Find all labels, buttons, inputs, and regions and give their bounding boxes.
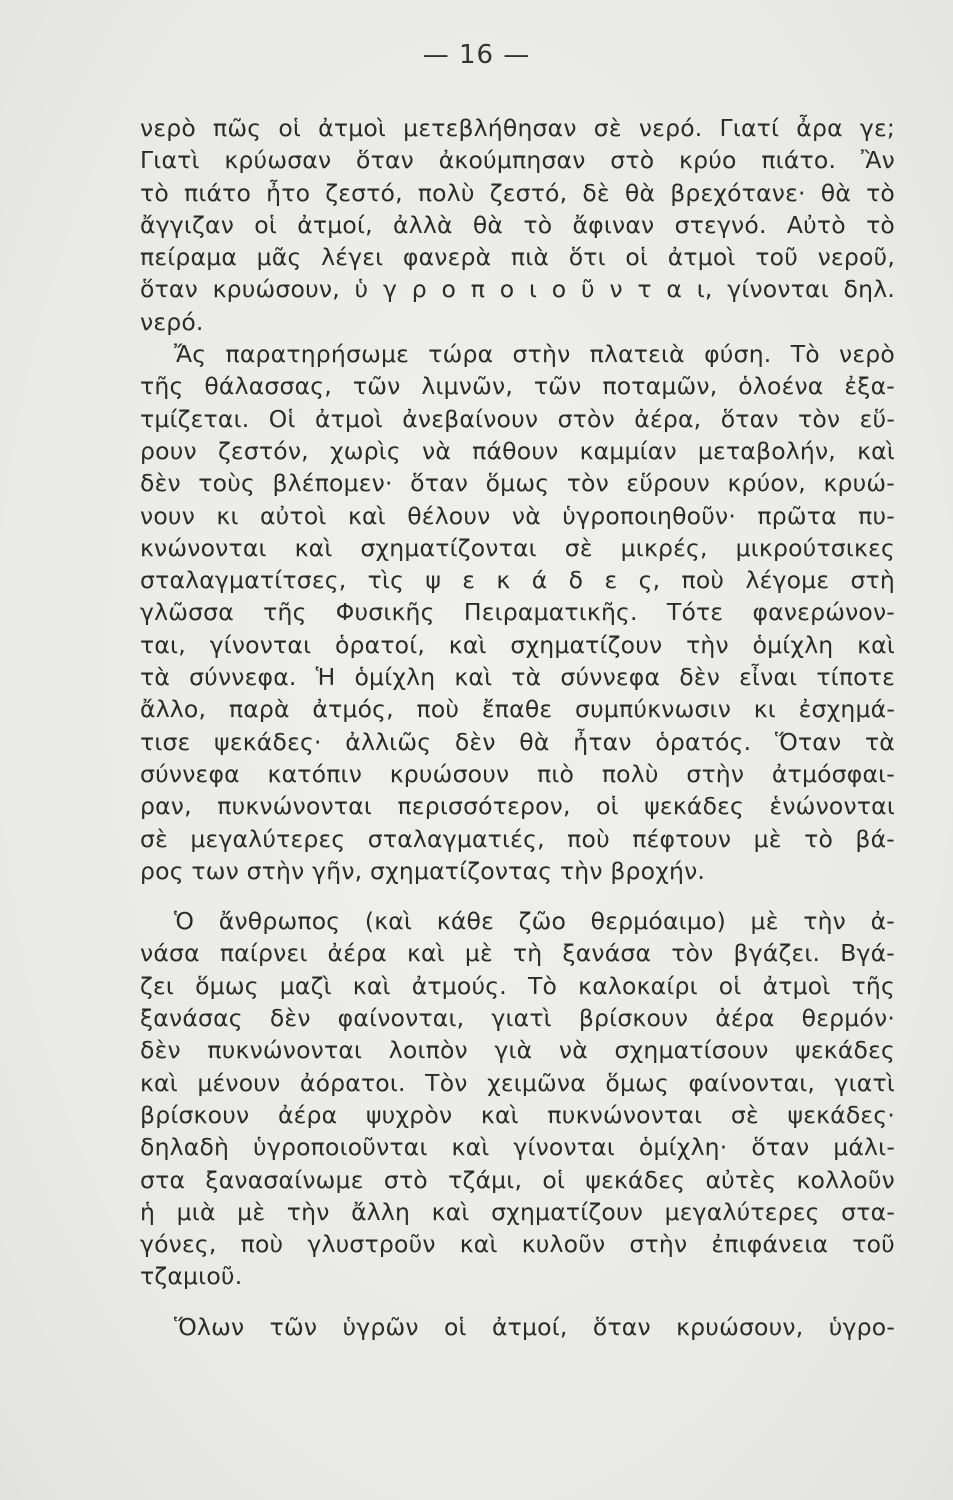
text-line: ρος των στὴν γῆν, σχηματίζοντας τὴν βροχήν. (140, 856, 706, 885)
text-line: ἄλλο, παρὰ ἀτμός, ποὺ ἔπαθε συμπύκνωσιν κι ἐσχημά- (140, 695, 895, 724)
text-line: τὸ πιάτο ἦτο ζεστό, πολὺ ζεστό, δὲ θὰ βρεχότανε· θὰ τὸ (140, 178, 895, 207)
text-line: νερὸ πῶς οἱ ἀτμοὶ μετεβλήθησαν σὲ νερό. Γιατί ἆρα γε; (140, 114, 895, 142)
text-line: βρίσκουν ἀέρα ψυχρὸν καὶ πυκνώνονται σὲ ψεκάδες· (140, 1100, 895, 1129)
text-line: νερό. (140, 307, 204, 336)
text-line: στα ξανασαίνωμε στὸ τζάμι, οἱ ψεκάδες αὐτὲς κολλοῦν (140, 1165, 895, 1194)
text-line: ται, γίνονται ὁρατοί, καὶ σχηματίζουν τὴν ὁμίχλη καὶ (140, 630, 895, 659)
paragraph (140, 338, 895, 887)
text-line: νουν κι αὐτοὶ καὶ θέλουν νὰ ὑγροποιηθοῦν· πρῶτα πυ- (140, 501, 895, 530)
paragraph (140, 112, 895, 338)
text-line: δὲν τοὺς βλέπομεν· ὅταν ὅμως τὸν εὕρουν κρύον, κρυώ- (140, 469, 895, 498)
text-line: δὲν πυκνώνονται λοιπὸν γιὰ νὰ σχηματίσουν ψεκάδες (140, 1036, 895, 1065)
text-line: νάσα παίρνει ἀέρα καὶ μὲ τὴ ξανάσα τὸν βγάζει. Βγά- (140, 939, 895, 968)
text-line: τῆς θάλασσας, τῶν λιμνῶν, τῶν ποταμῶν, ὁλοένα ἐξα- (140, 372, 895, 401)
text-line: γόνες, ποὺ γλυστροῦν καὶ κυλοῦν στὴν ἐπιφάνεια τοῦ (140, 1230, 895, 1259)
text-line: Ὅλων τῶν ὑγρῶν οἱ ἀτμοί, ὅταν κρυώσουν, ὑγρο- (174, 1312, 895, 1341)
text-line: τμίζεται. Οἱ ἀτμοὶ ἀνεβαίνουν στὸν ἀέρα, ὅταν τὸν εὕ- (140, 404, 895, 433)
text-line: ἄγγιζαν οἱ ἀτμοί, ἀλλὰ θὰ τὸ ἄφιναν στεγνό. Αὐτὸ τὸ (140, 210, 895, 239)
text-line: δηλαδὴ ὑγροποιοῦνται καὶ γίνονται ὁμίχλη· ὅταν μάλι- (140, 1133, 895, 1162)
text-line: σύννεφα κατόπιν κρυώσουν πιὸ πολὺ στὴν ἀτμόσφαι- (140, 759, 895, 788)
text-line: τὰ σύννεφα. Ἡ ὁμίχλη καὶ τὰ σύννεφα δὲν εἶναι τίποτε (140, 663, 895, 692)
text-line: σταλαγματίτσες, τὶς ψ ε κ ά δ ε ς, ποὺ λέγομε στὴ (140, 566, 895, 595)
text-line: ραν, πυκνώνονται περισσότερον, οἱ ψεκάδες ἑνώνονται (140, 792, 895, 821)
paragraph-gap (140, 1293, 895, 1311)
page-number: — 16 — (422, 40, 531, 70)
text-line: ἡ μιὰ μὲ τὴν ἄλλη καὶ σχηματίζουν μεγαλύτερες στα- (140, 1197, 895, 1226)
text-line: ρουν ζεστόν, χωρὶς νὰ πάθουν καμμίαν μεταβολήν, καὶ (140, 436, 895, 465)
text-line: σὲ μεγαλύτερες σταλαγματιές, ποὺ πέφτουν μὲ τὸ βά- (140, 824, 895, 853)
text-line: ὅταν κρυώσουν, ὑ γ ρ ο π ο ι ο ῦ ν τ α ι, γίνονται δηλ. (140, 275, 895, 304)
text-line: πείραμα μᾶς λέγει φανερὰ πιὰ ὅτι οἱ ἀτμοὶ τοῦ νεροῦ, (140, 243, 895, 272)
text-line: τισε ψεκάδες· ἀλλιῶς δὲν θὰ ἦταν ὁρατός. Ὅταν τὰ (140, 727, 895, 756)
text-line: Γιατὶ κρύωσαν ὅταν ἀκούμπησαν στὸ κρύο πιάτο. Ἂν (140, 146, 895, 175)
text-line: Ἄς παρατηρήσωμε τώρα στὴν πλατειὰ φύση. Τὸ νερὸ (174, 340, 895, 369)
paragraph (140, 1311, 895, 1343)
text-line: Ὁ ἄνθρωπος (καὶ κάθε ζῶο θερμόαιμο) μὲ τὴν ἀ- (174, 907, 895, 936)
body-text (140, 112, 895, 1343)
text-line: γλῶσσα τῆς Φυσικῆς Πειραματικῆς. Τότε φανερώνον- (140, 598, 895, 627)
text-line: τζαμιοῦ. (140, 1262, 243, 1291)
paragraph (140, 905, 895, 1293)
text-line: καὶ μένουν ἀόρατοι. Τὸν χειμῶνα ὅμως φαίνονται, γιατὶ (140, 1068, 895, 1097)
text-line: ζει ὅμως μαζὶ καὶ ἀτμούς. Τὸ καλοκαίρι οἱ ἀτμοὶ τῆς (140, 971, 895, 1000)
text-line: κνώνονται καὶ σχηματίζονται σὲ μικρές, μικρούτσικες (140, 533, 895, 562)
paragraph-gap (140, 887, 895, 905)
text-line: ξανάσας δὲν φαίνονται, γιατὶ βρίσκουν ἀέρα θερμόν· (140, 1004, 895, 1033)
